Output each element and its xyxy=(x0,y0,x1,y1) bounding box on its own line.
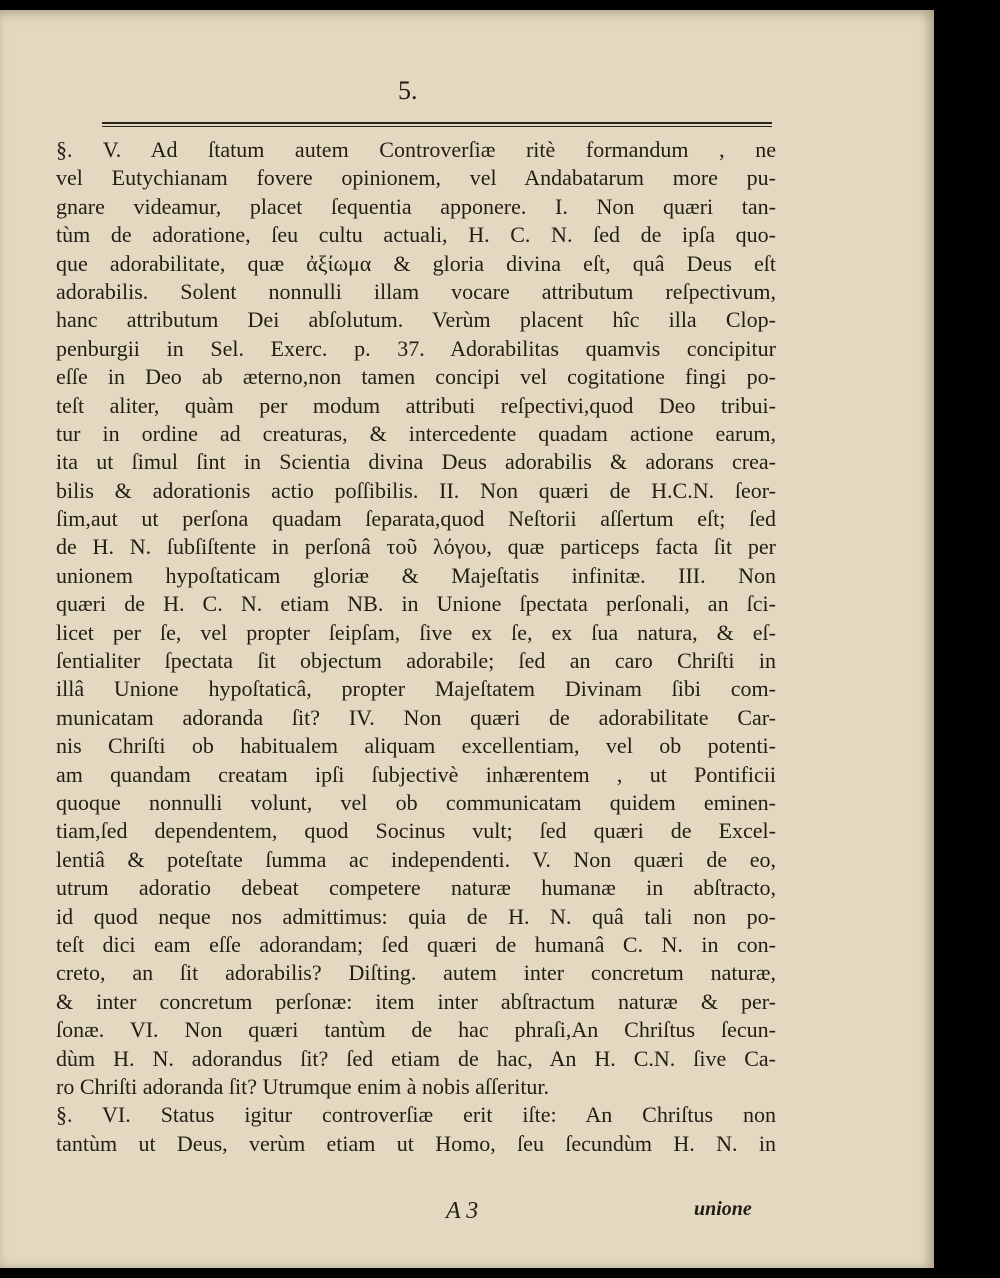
text-line: tantùm ut Deus, verùm etiam ut Homo, ſeu ſecundùm H. N. in xyxy=(56,1130,776,1156)
catchword: unione xyxy=(694,1198,752,1220)
text-line: lentiâ & poteſtate ſumma ac independenti. V. Non quæri de eo, xyxy=(56,846,776,872)
text-line: ita ut ſimul ſint in Scientia divina Deus adorabilis & adorans crea- xyxy=(56,449,776,475)
text-line: ro Chriſti adoranda ſit? Utrumque enim à nobis aſſeritur. xyxy=(56,1073,550,1099)
text-line: tur in ordine ad creaturas, & intercedente quadam actione earum, xyxy=(56,420,776,446)
text-line: ſentialiter ſpectata ſit objectum adorabile; ſed an caro Chriſti in xyxy=(56,648,776,674)
text-line: nis Chriſti ob habitualem aliquam excellentiam, vel ob potenti- xyxy=(56,733,776,759)
text-line: ſonæ. VI. Non quæri tantùm de hac phraſi,An Chriſtus ſecun- xyxy=(56,1017,776,1043)
signature-mark: A 3 xyxy=(446,1198,479,1224)
text-line: vel Eutychianam fovere opinionem, vel Andabatarum more pu- xyxy=(56,165,776,191)
text-line: ſim,aut ut perſona quadam ſeparata,quod Neſtorii aſſertum eſt; ſed xyxy=(56,506,776,532)
text-line: eſſe in Deo ab æterno,non tamen concipi vel cogitatione fingi po- xyxy=(56,364,776,390)
text-line: tùm de adoratione, ſeu cultu actuali, H. C. N. ſed de ipſa quo- xyxy=(56,222,776,248)
text-line: id quod neque nos admittimus: quia de H. N. quâ tali non po- xyxy=(56,903,776,929)
text-line: unionem hypoſtaticam gloriæ & Majeſtatis infinitæ. III. Non xyxy=(56,562,776,588)
text-line: quoque nonnulli volunt, vel ob communicatam quidem eminen- xyxy=(56,789,776,815)
text-line: utrum adoratio debeat competere naturæ humanæ in abſtracto, xyxy=(56,875,776,901)
text-line: de H. N. ſubſiſtente in perſonâ τοῦ λόγου, quæ particeps facta ſit per xyxy=(56,534,776,560)
text-line: & inter concretum perſonæ: item inter abſtractum naturæ & per- xyxy=(56,988,776,1014)
text-line: am quandam creatam ipſi ſubjectivè inhærentem , ut Pontificii xyxy=(56,761,776,787)
text-line: §. VI. Status igitur controverſiæ erit iſte: An Chriſtus non xyxy=(56,1102,776,1128)
text-line: municatam adoranda ſit? IV. Non quæri de adorabilitate Car- xyxy=(56,704,776,730)
page-number: 5. xyxy=(398,76,418,105)
header-rule xyxy=(102,122,772,127)
text-line: hanc attributum Dei abſolutum. Verùm placent hîc illa Clop- xyxy=(56,307,776,333)
text-line: adorabilis. Solent nonnulli illam vocare attributum reſpectivum, xyxy=(56,278,776,304)
text-line: que adorabilitate, quæ ἀξίωμα & gloria divina eſt, quâ Deus eſt xyxy=(56,250,776,276)
text-line: teſt aliter, quàm per modum attributi reſpectivi,quod Deo tribui- xyxy=(56,392,776,418)
body-text xyxy=(56,136,776,1158)
text-line: bilis & adorationis actio poſſibilis. II. Non quæri de H.C.N. ſeor- xyxy=(56,477,776,503)
text-line: tiam,ſed dependentem, quod Socinus vult; ſed quæri de Excel- xyxy=(56,818,776,844)
text-line: penburgii in Sel. Exerc. p. 37. Adorabilitas quamvis concipitur xyxy=(56,335,776,361)
text-line: creto, an ſit adorabilis? Diſting. autem inter concretum naturæ, xyxy=(56,960,776,986)
text-line: licet per ſe, vel propter ſeipſam, ſive ex ſe, ex ſua natura, & eſ- xyxy=(56,619,776,645)
text-line: illâ Unione hypoſtaticâ, propter Majeſtatem Divinam ſibi com- xyxy=(56,676,776,702)
book-page xyxy=(0,10,934,1268)
text-line: §. V. Ad ſtatum autem Controverſiæ ritè formandum , ne xyxy=(56,137,776,162)
text-line: teſt dici eam eſſe adorandam; ſed quæri de humanâ C. N. in con- xyxy=(56,931,776,957)
text-line: gnare videamur, placet ſequentia apponere. I. Non quæri tan- xyxy=(56,193,776,219)
text-line: quæri de H. C. N. etiam NB. in Unione ſpectata perſonali, an ſci- xyxy=(56,591,776,617)
text-line: dùm H. N. adorandus ſit? ſed etiam de hac, An H. C.N. ſive Ca- xyxy=(56,1045,776,1071)
